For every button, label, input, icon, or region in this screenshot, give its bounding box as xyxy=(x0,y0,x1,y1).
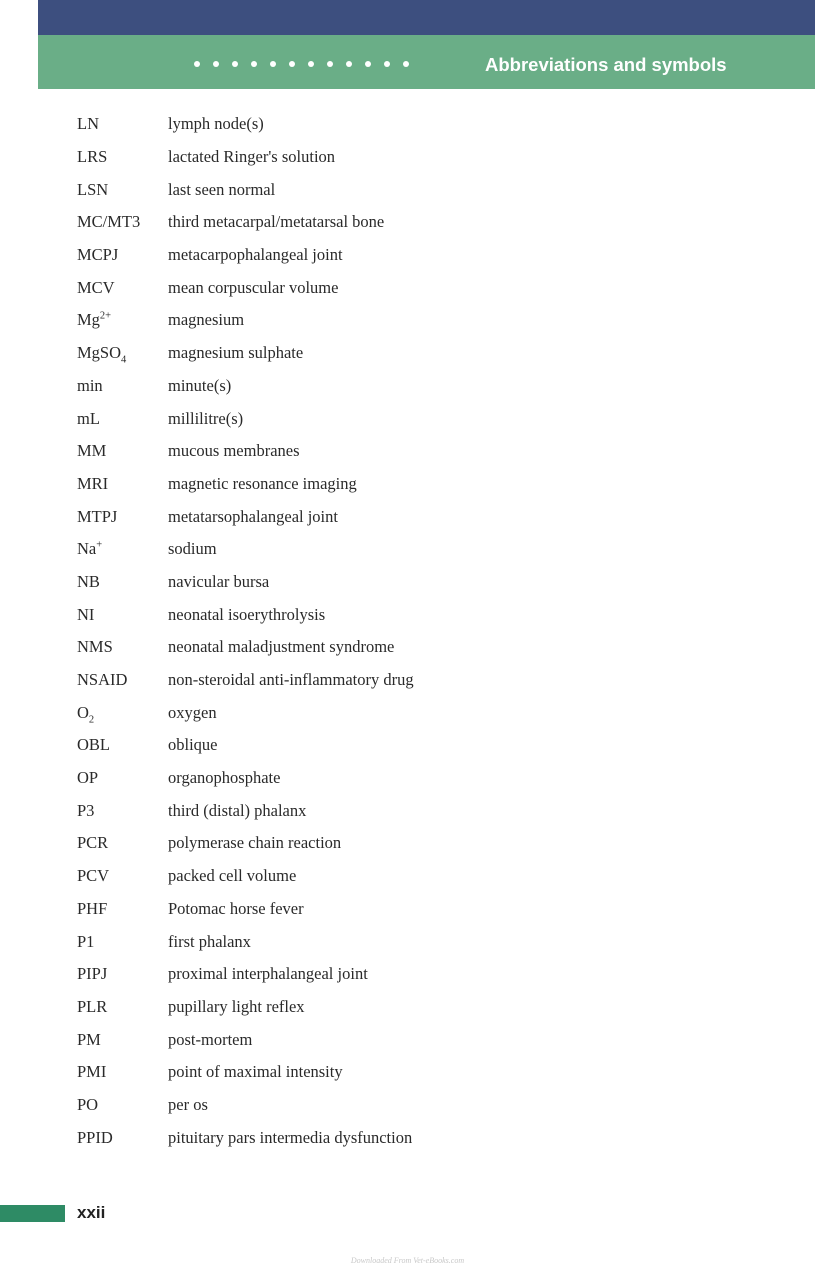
abbreviation-entry xyxy=(77,239,414,272)
abbreviation-text: Na xyxy=(77,539,97,559)
header-dot xyxy=(365,61,371,67)
abbreviation-entry xyxy=(77,827,414,860)
abbreviation-term xyxy=(77,147,168,167)
abbreviation-entry xyxy=(77,1121,414,1154)
abbreviation-definition: lymph node(s) xyxy=(168,114,264,134)
abbreviation-entry xyxy=(77,304,414,337)
page-number: xxii xyxy=(77,1203,106,1222)
abbreviation-superscript: 2+ xyxy=(99,310,112,322)
abbreviation-term xyxy=(77,735,168,755)
abbreviation-definition: per os xyxy=(168,1094,208,1114)
abbreviation-text: PCV xyxy=(77,866,110,886)
abbreviation-text: PHF xyxy=(77,898,108,918)
abbreviation-definition: lactated Ringer's solution xyxy=(168,147,336,167)
abbreviation-term xyxy=(77,376,168,396)
abbreviation-term xyxy=(77,409,168,429)
abbreviation-term xyxy=(77,114,168,134)
abbreviation-term xyxy=(77,310,168,330)
abbreviation-definition: third (distal) phalanx xyxy=(168,800,307,820)
abbreviation-subscript: 4 xyxy=(121,354,127,366)
abbreviation-definition: metatarsophalangeal joint xyxy=(168,506,338,526)
abbreviation-definition: magnesium sulphate xyxy=(168,343,304,363)
abbreviation-term xyxy=(77,670,168,690)
abbreviation-text: PMI xyxy=(77,1062,107,1082)
abbreviation-entry xyxy=(77,664,414,697)
abbreviation-term xyxy=(77,212,168,232)
abbreviation-definition: oblique xyxy=(168,735,218,755)
abbreviation-text: OP xyxy=(77,768,99,788)
abbreviation-text: MTPJ xyxy=(77,506,118,526)
abbreviation-term xyxy=(77,768,168,788)
abbreviation-entry xyxy=(77,271,414,304)
abbreviation-entry xyxy=(77,468,414,501)
abbreviation-text: O xyxy=(77,702,89,722)
abbreviation-subscript: 2 xyxy=(88,714,95,726)
abbreviation-entry xyxy=(77,991,414,1024)
abbreviation-text: OBL xyxy=(77,735,110,755)
abbreviation-term xyxy=(77,899,168,919)
abbreviation-definition: millilitre(s) xyxy=(168,408,244,428)
abbreviation-definition: third metacarpal/metatarsal bone xyxy=(168,212,385,232)
abbreviation-text: MgSO xyxy=(77,343,122,363)
header-dot xyxy=(346,61,352,67)
abbreviation-definition: minute(s) xyxy=(168,375,232,395)
abbreviation-text: MM xyxy=(77,441,107,461)
header-dot xyxy=(327,61,333,67)
abbreviation-text: PO xyxy=(77,1094,99,1114)
abbreviation-term xyxy=(77,245,168,265)
abbreviation-entry xyxy=(77,566,414,599)
abbreviation-term xyxy=(77,605,168,625)
abbreviation-entry xyxy=(77,598,414,631)
abbreviation-term xyxy=(77,441,168,461)
abbreviation-definition: proximal interphalangeal joint xyxy=(168,964,368,984)
abbreviation-term xyxy=(77,702,168,726)
abbreviation-term xyxy=(77,507,168,527)
abbreviation-definition: first phalanx xyxy=(168,931,251,951)
abbreviation-term xyxy=(77,572,168,592)
running-header-title: Abbreviations and symbols xyxy=(485,54,727,75)
header-dot xyxy=(213,61,219,67)
abbreviation-list xyxy=(77,108,414,1154)
abbreviation-definition: pupillary light reflex xyxy=(168,996,305,1016)
abbreviation-definition: neonatal maladjustment syndrome xyxy=(168,637,395,657)
abbreviation-definition: post-mortem xyxy=(168,1029,253,1049)
abbreviation-definition: mean corpuscular volume xyxy=(168,277,339,297)
header-dot xyxy=(403,61,409,67)
abbreviation-entry xyxy=(77,729,414,762)
abbreviation-text: MCPJ xyxy=(77,245,119,265)
abbreviation-text: MCV xyxy=(77,277,115,297)
abbreviation-entry xyxy=(77,337,414,370)
abbreviation-superscript: + xyxy=(96,539,103,551)
abbreviation-definition: sodium xyxy=(168,539,217,559)
abbreviation-entry xyxy=(77,794,414,827)
abbreviation-text: MRI xyxy=(77,473,109,493)
abbreviation-text: PCR xyxy=(77,833,109,853)
header-dot xyxy=(251,61,257,67)
abbreviation-term xyxy=(77,833,168,853)
abbreviation-entry xyxy=(77,631,414,664)
abbreviation-entry xyxy=(77,696,414,729)
abbreviation-term xyxy=(77,637,168,657)
abbreviation-text: LN xyxy=(77,114,99,134)
abbreviation-definition: organophosphate xyxy=(168,768,281,788)
abbreviation-text: min xyxy=(77,375,103,395)
abbreviation-definition: neonatal isoerythrolysis xyxy=(168,604,326,624)
abbreviation-text: PM xyxy=(77,1029,101,1049)
abbreviation-term xyxy=(77,1062,168,1082)
abbreviation-definition: magnetic resonance imaging xyxy=(168,473,357,493)
header-dot xyxy=(289,61,295,67)
abbreviation-term xyxy=(77,997,168,1017)
abbreviation-entry xyxy=(77,893,414,926)
abbreviation-text: LSN xyxy=(77,179,109,199)
abbreviation-definition: Potomac horse fever xyxy=(168,898,304,918)
abbreviation-text: NI xyxy=(77,604,95,624)
download-watermark: Downloaded From Vet-eBooks.com xyxy=(350,1256,465,1265)
abbreviation-text: LRS xyxy=(77,147,108,167)
abbreviation-text: Mg xyxy=(77,310,100,330)
header-dot xyxy=(308,61,314,67)
abbreviation-text: P3 xyxy=(77,800,95,820)
abbreviation-entry xyxy=(77,1023,414,1056)
abbreviation-entry xyxy=(77,860,414,893)
abbreviation-entry xyxy=(77,1089,414,1122)
abbreviation-term xyxy=(77,801,168,821)
top-color-band xyxy=(38,0,815,35)
abbreviation-term xyxy=(77,1128,168,1148)
abbreviation-definition: last seen normal xyxy=(168,179,276,199)
abbreviation-definition: navicular bursa xyxy=(168,571,270,591)
abbreviation-definition: packed cell volume xyxy=(168,866,297,886)
abbreviation-term xyxy=(77,932,168,952)
abbreviation-term xyxy=(77,343,168,366)
abbreviation-definition: non-steroidal anti-inflammatory drug xyxy=(168,670,414,690)
abbreviation-definition: magnesium xyxy=(168,310,245,330)
abbreviation-text: PLR xyxy=(77,996,108,1016)
abbreviation-text: mL xyxy=(77,408,100,428)
abbreviation-term xyxy=(77,1095,168,1115)
header-dot xyxy=(384,61,390,67)
abbreviation-definition: polymerase chain reaction xyxy=(168,833,342,853)
abbreviation-entry xyxy=(77,173,414,206)
abbreviation-entry xyxy=(77,958,414,991)
abbreviation-text: NMS xyxy=(77,637,113,657)
abbreviation-entry xyxy=(77,370,414,403)
abbreviation-entry xyxy=(77,1056,414,1089)
abbreviation-definition: point of maximal intensity xyxy=(168,1062,343,1082)
abbreviation-entry xyxy=(77,925,414,958)
abbreviation-term xyxy=(77,1030,168,1050)
header-dot xyxy=(232,61,238,67)
header-dot-row xyxy=(194,57,409,71)
abbreviation-entry xyxy=(77,206,414,239)
abbreviation-text: PPID xyxy=(77,1127,113,1147)
abbreviation-text: PIPJ xyxy=(77,964,108,984)
abbreviation-entry xyxy=(77,533,414,566)
abbreviation-entry xyxy=(77,762,414,795)
header-dot xyxy=(194,61,200,67)
abbreviation-entry xyxy=(77,402,414,435)
header-dot xyxy=(270,61,276,67)
abbreviation-term xyxy=(77,180,168,200)
abbreviation-text: P1 xyxy=(77,931,95,951)
abbreviation-term xyxy=(77,964,168,984)
abbreviation-term xyxy=(77,539,168,559)
abbreviation-term xyxy=(77,474,168,494)
footer-color-bar xyxy=(0,1205,65,1222)
abbreviation-definition: metacarpophalangeal joint xyxy=(168,245,343,265)
abbreviation-definition: oxygen xyxy=(168,702,217,722)
abbreviation-entry xyxy=(77,141,414,174)
abbreviation-entry xyxy=(77,108,414,141)
abbreviation-entry xyxy=(77,500,414,533)
abbreviation-definition: pituitary pars intermedia dysfunction xyxy=(168,1127,413,1147)
abbreviation-term xyxy=(77,278,168,298)
abbreviation-entry xyxy=(77,435,414,468)
abbreviation-text: NB xyxy=(77,571,100,591)
abbreviation-text: MC/MT3 xyxy=(77,212,141,232)
abbreviation-term xyxy=(77,866,168,886)
abbreviation-text: NSAID xyxy=(77,670,128,690)
abbreviation-definition: mucous membranes xyxy=(168,441,300,461)
